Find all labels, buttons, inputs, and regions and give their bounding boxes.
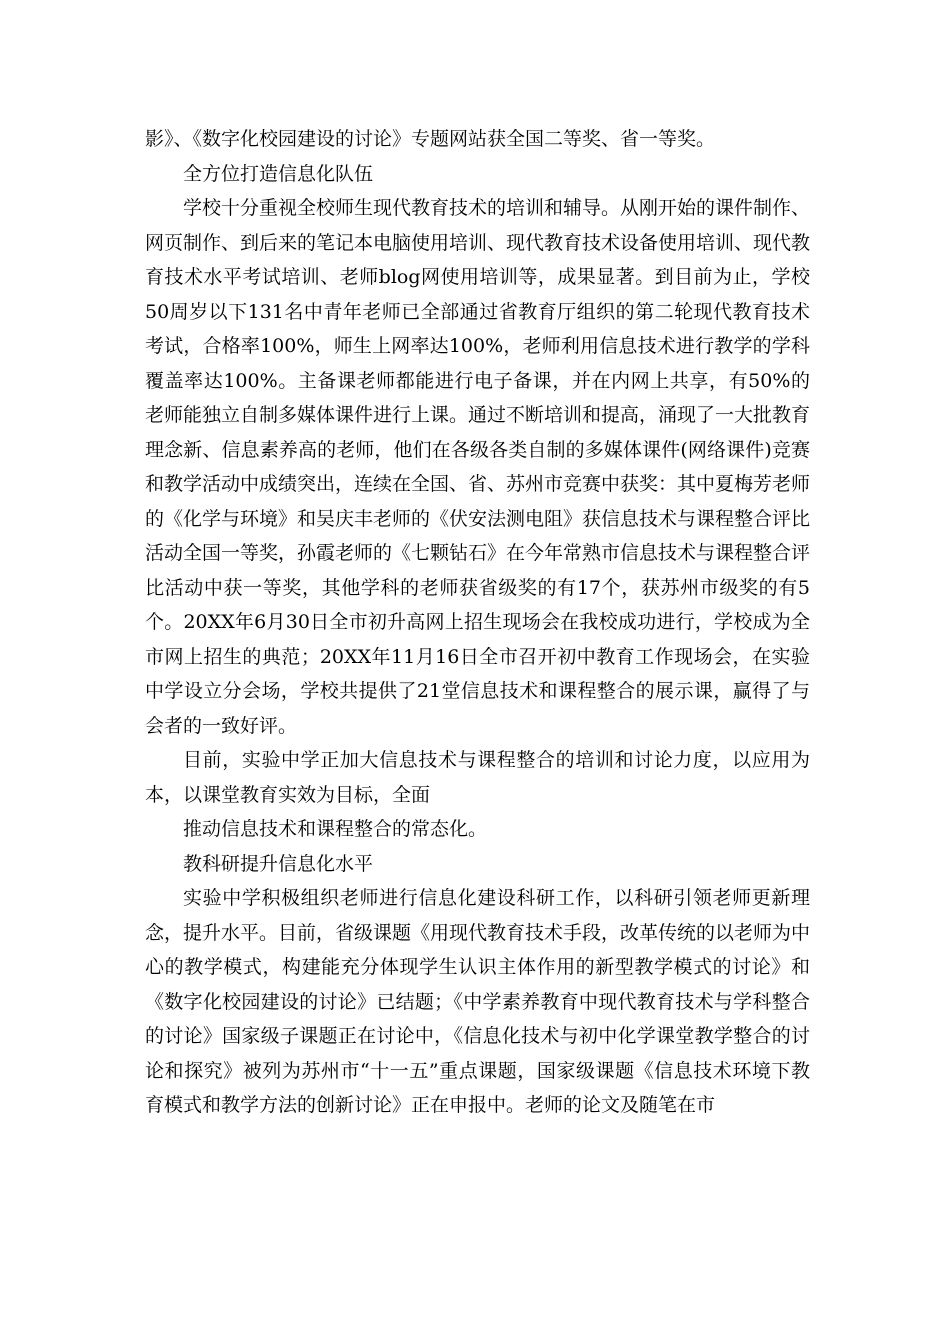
section-heading-research: 教科研提升信息化水平 xyxy=(183,852,374,875)
document-body xyxy=(145,122,810,1123)
paragraph-normalization: 推动信息技术和课程整合的常态化。 xyxy=(183,818,488,840)
paragraph-training: 学校十分重视全校师生现代教育技术的培训和辅导。从刚开始的课件制作、网页制作、到后来的笔记本电脑使用培训、现代教育技术设备使用培训、现代教育技术水平考试培训、老师blog网使用培训等，成果显著。到目前为止，学校50周岁以下131名中青年老师已全部通过省教育厅组织的第二轮现代教育技术考试，合格率100%，师生上网率达100%，老师利用信息技术进行教学的学科覆盖率达100%。主备课老师都能进行电子备课，并在内网上共享，有50%的老师能独立自制多媒体课件进行上课。通过不断培训和提高，涌现了一大批教育理念新、信息素养高的老师，他们在各级各类自制的多媒体课件(网络课件)竞赛和教学活动中成绩突出，连续在全国、省、苏州市竞赛中获奖：其中夏梅芳老师的《化学与环境》和吴庆丰老师的《伏安法测电阻》获信息技术与课程整合评比活动全国一等奖，孙霞老师的《七颗钻石》在今年常熟市信息技术与课程整合评比活动中获一等奖，其他学科的老师获省级奖的有17个，获苏州市级奖的有5个。20XX年6月30日全市初升高网上招生现场会在我校成功进行，学校成为全市网上招生的典范；20XX年11月16日全市召开初中教育工作现场会，在实验中学设立分会场，学校共提供了21堂信息技术和课程整合的展示课，赢得了与会者的一致好评。 xyxy=(145,197,811,737)
paragraph-research: 实验中学积极组织老师进行信息化建设科研工作，以科研引领老师更新理念，提升水平。目前，省级课题《用现代教育技术手段，改革传统的以老师为中心的教学模式，构建能充分体现学生认识主体作用的新型教学模式的讨论》和《数字化校园建设的讨论》已结题；《中学素养教育中现代教育技术与学科整合的讨论》国家级子课题正在讨论中，《信息化技术与初中化学课堂教学整合的讨论和探究》被列为苏州市“十一五”重点课题，国家级课题《信息技术环境下教育模式和教学方法的创新讨论》正在申报中。老师的论文及随笔在市 xyxy=(145,887,811,1116)
section-heading-team: 全方位打造信息化队伍 xyxy=(183,162,374,185)
paragraph-current-efforts: 目前，实验中学正加大信息技术与课程整合的培训和讨论力度，以应用为本，以课堂教育实效为目标，全面 xyxy=(145,749,810,806)
paragraph-continuation: 影》、《数字化校园建设的讨论》专题网站获全国二等奖、省一等奖。 xyxy=(145,128,716,150)
